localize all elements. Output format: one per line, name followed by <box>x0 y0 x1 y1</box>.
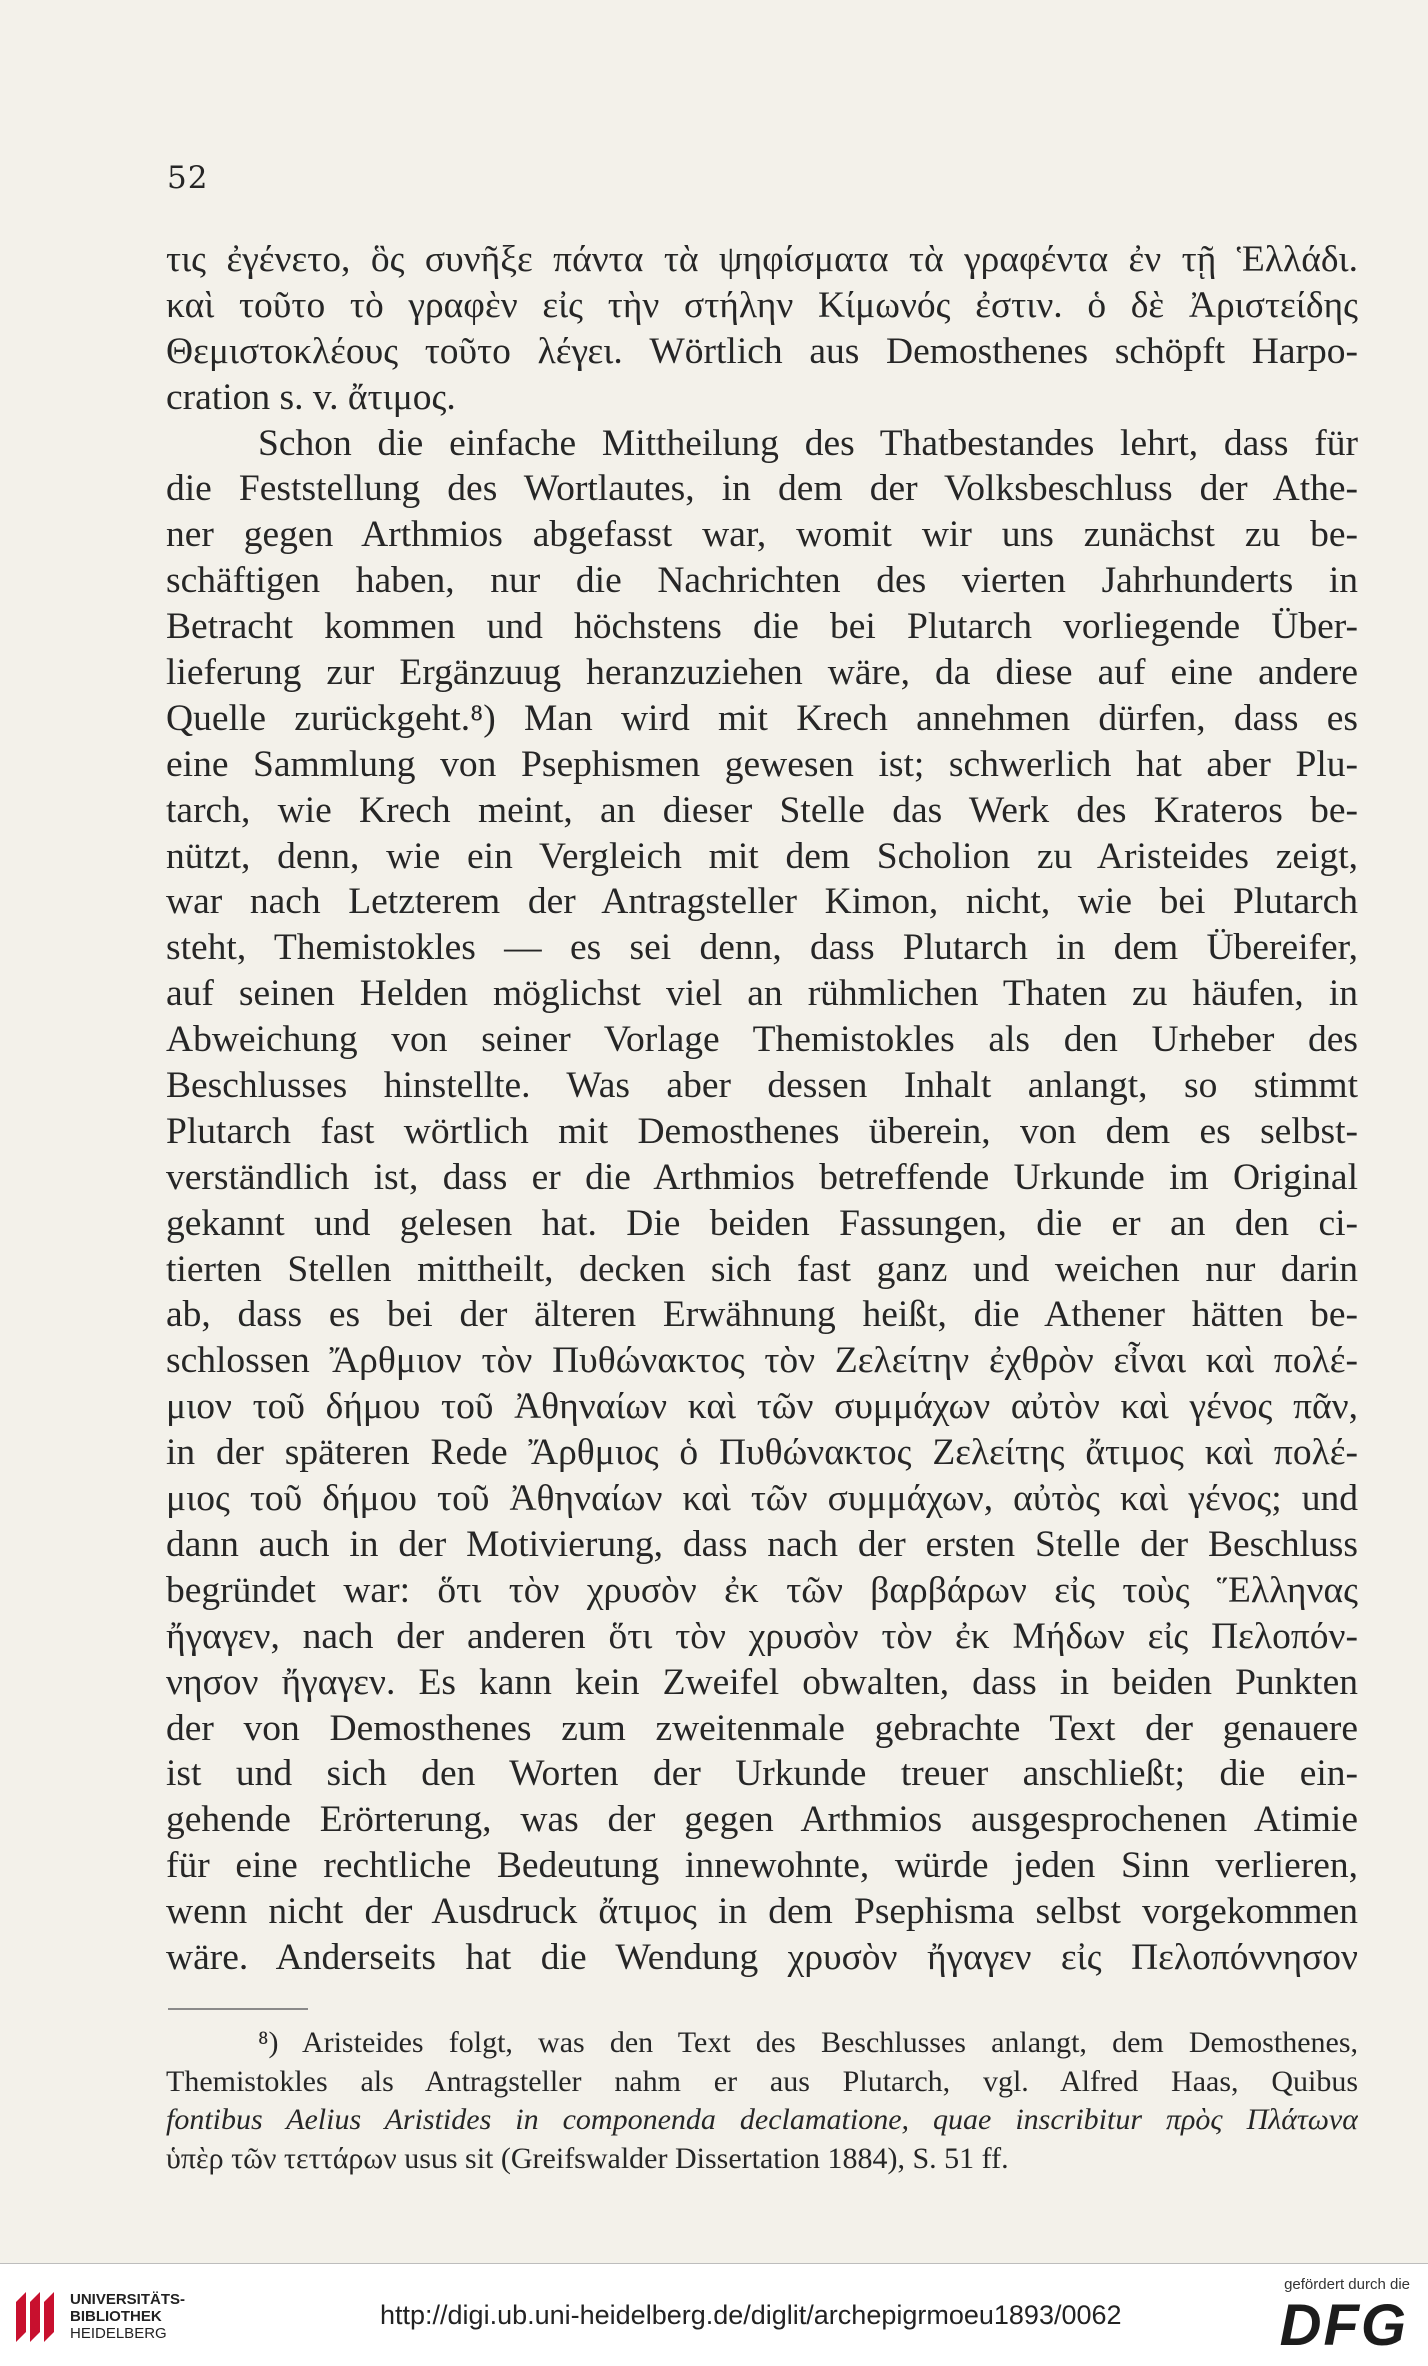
dfg-logo: DFG <box>1279 2293 1408 2358</box>
paragraph <box>166 237 1358 421</box>
text-line: wäre. Anderseits hat die Wendung χρυσὸν ἤγαγεν εἰς Πελοπόννησον <box>166 1936 1358 1978</box>
text-line: ἤγαγεν, nach der anderen ὅτι τὸν χρυσὸν τὸν ἐκ Μήδων εἰς Πελοπόν- <box>166 1615 1358 1657</box>
text-line: ner gegen Arthmios abgefasst war, womit wir uns zunächst zu be- <box>166 514 1358 556</box>
text-line: steht, Themistokles — es sei denn, dass Plutarch in dem Übereifer, <box>166 927 1358 969</box>
text-line: cration s. v. ἄτιμος. <box>166 376 456 418</box>
funded-by-label: gefördert durch die <box>1284 2276 1410 2293</box>
text-line: μιον τοῦ δήμου τοῦ Ἀθηναίων καὶ τῶν συμμάχων αὐτὸν καὶ γένος πᾶν, <box>166 1386 1358 1428</box>
text-line: Plutarch fast wörtlich mit Demosthenes überein, von dem es selbst- <box>166 1110 1358 1152</box>
text-line: ab, dass es bei der älteren Erwähnung heißt, die Athener hätten be- <box>166 1294 1358 1336</box>
page-number: 52 <box>167 160 209 196</box>
footnote-line: fontibus Aelius Aristides in componenda declamatione, quae inscribitur πρὸς Πλάτωνα <box>166 2103 1358 2136</box>
university-library-logo-icon <box>12 2288 56 2346</box>
footnote-divider <box>168 2008 308 2010</box>
library-name-line: UNIVERSITÄTS- <box>70 2291 186 2308</box>
text-line: καὶ τοῦτο τὸ γραφὲν εἰς τὴν στήλην Κίμωνός ἐστιν. ὁ δὲ Ἀριστείδης <box>166 284 1358 326</box>
text-line: auf seinen Helden möglichst viel an rühmlichen Thaten zu häufen, in <box>166 973 1358 1015</box>
text-line: Betracht kommen und höchstens die bei Plutarch vorliegende Über- <box>166 606 1358 648</box>
text-line: Schon die einfache Mittheilung des Thatbestandes lehrt, dass für <box>258 422 1358 464</box>
text-line: schäftigen haben, nur die Nachrichten des vierten Jahrhunderts in <box>166 560 1358 602</box>
library-name <box>70 2291 185 2342</box>
text-line: begründet war: ὅτι τὸν χρυσὸν ἐκ τῶν βαρβάρων εἰς τοὺς Ἕλληνας <box>166 1569 1358 1611</box>
text-line: dann auch in der Motivierung, dass nach der ersten Stelle der Beschluss <box>166 1523 1358 1565</box>
paragraph <box>166 421 1358 1981</box>
text-line: Θεμιστοκλέους τοῦτο λέγει. Wörtlich aus Demosthenes schöpft Harpo- <box>166 330 1358 372</box>
text-line: schlossen Ἄρθμιον τὸν Πυθώνακτος τὸν Ζελείτην ἐχθρὸν εἶναι καὶ πολέ- <box>166 1340 1358 1382</box>
text-line: gekannt und gelesen hat. Die beiden Fassungen, die er an den ci- <box>166 1202 1358 1244</box>
text-line: lieferung zur Ergänzuug heranzuziehen wäre, da diese auf eine andere <box>166 652 1358 694</box>
source-url-link[interactable]: http://digi.ub.uni-heidelberg.de/diglit/archepigrmoeu1893/0062 <box>380 2300 1122 2330</box>
library-name-line: HEIDELBERG <box>70 2325 167 2342</box>
text-line: tarch, wie Krech meint, an dieser Stelle das Werk des Krateros be- <box>166 789 1358 831</box>
text-line: eine Sammlung von Psephismen gewesen ist; schwerlich hat aber Plu- <box>166 743 1358 785</box>
footnote-line: Themistokles als Antragsteller nahm er aus Plutarch, vgl. Alfred Haas, Quibus <box>166 2064 1358 2098</box>
text-line: Abweichung von seiner Vorlage Themistokles als den Urheber des <box>166 1019 1358 1061</box>
text-line: νησον ἤγαγεν. Es kann kein Zweifel obwalten, dass in beiden Punkten <box>166 1661 1358 1703</box>
text-line: τις ἐγένετο, ὃς συνῆξε πάντα τὰ ψηφίσματα τὰ γραφέντα ἐν τῇ Ἑλλάδι. <box>166 239 1358 280</box>
text-line: der von Demosthenes zum zweitenmale gebrachte Text der genauere <box>166 1707 1358 1749</box>
text-line: nützt, denn, wie ein Vergleich mit dem Scholion zu Aristeides zeigt, <box>166 835 1358 877</box>
footnote-line: ⁸) Aristeides folgt, was den Text des Beschlusses anlangt, dem Demosthenes, <box>258 2026 1358 2059</box>
footnote-line: ὑπὲρ τῶν τεττάρων usus sit (Greifswalder Dissertation 1884), S. 51 ff. <box>166 2141 1009 2175</box>
text-line: Beschlusses hinstellte. Was aber dessen Inhalt anlangt, so stimmt <box>166 1065 1358 1107</box>
footnote <box>166 2024 1358 2178</box>
text-line: μιος τοῦ δήμου τοῦ Ἀθηναίων καὶ τῶν συμμάχων, αὐτὸς καὶ γένος; und <box>166 1478 1358 1520</box>
text-line: wenn nicht der Ausdruck ἄτιμος in dem Psephisma selbst vorgekommen <box>166 1891 1358 1933</box>
text-line: für eine rechtliche Bedeutung innewohnte, würde jeden Sinn verlieren, <box>166 1845 1358 1887</box>
text-line: verständlich ist, dass er die Arthmios betreffende Urkunde im Original <box>166 1156 1358 1198</box>
text-line: war nach Letzterem der Antragsteller Kimon, nicht, wie bei Plutarch <box>166 881 1358 923</box>
library-name-line: BIBLIOTHEK <box>70 2308 162 2325</box>
text-line: ist und sich den Worten der Urkunde treuer anschließt; die ein- <box>166 1753 1358 1795</box>
text-line: die Feststellung des Wortlautes, in dem der Volksbeschluss der Athe- <box>166 468 1358 510</box>
text-line: tierten Stellen mittheilt, decken sich fast ganz und weichen nur darin <box>166 1248 1358 1290</box>
text-line: Quelle zurückgeht.⁸) Man wird mit Krech annehmen dürfen, dass es <box>166 697 1358 739</box>
text-line: gehende Erörterung, was der gegen Arthmios ausgesprochenen Atimie <box>166 1799 1358 1841</box>
body-text <box>166 237 1358 1981</box>
text-line: in der späteren Rede Ἄρθμιος ὁ Πυθώνακτος Ζελείτης ἄτιμος καὶ πολέ- <box>166 1432 1358 1474</box>
